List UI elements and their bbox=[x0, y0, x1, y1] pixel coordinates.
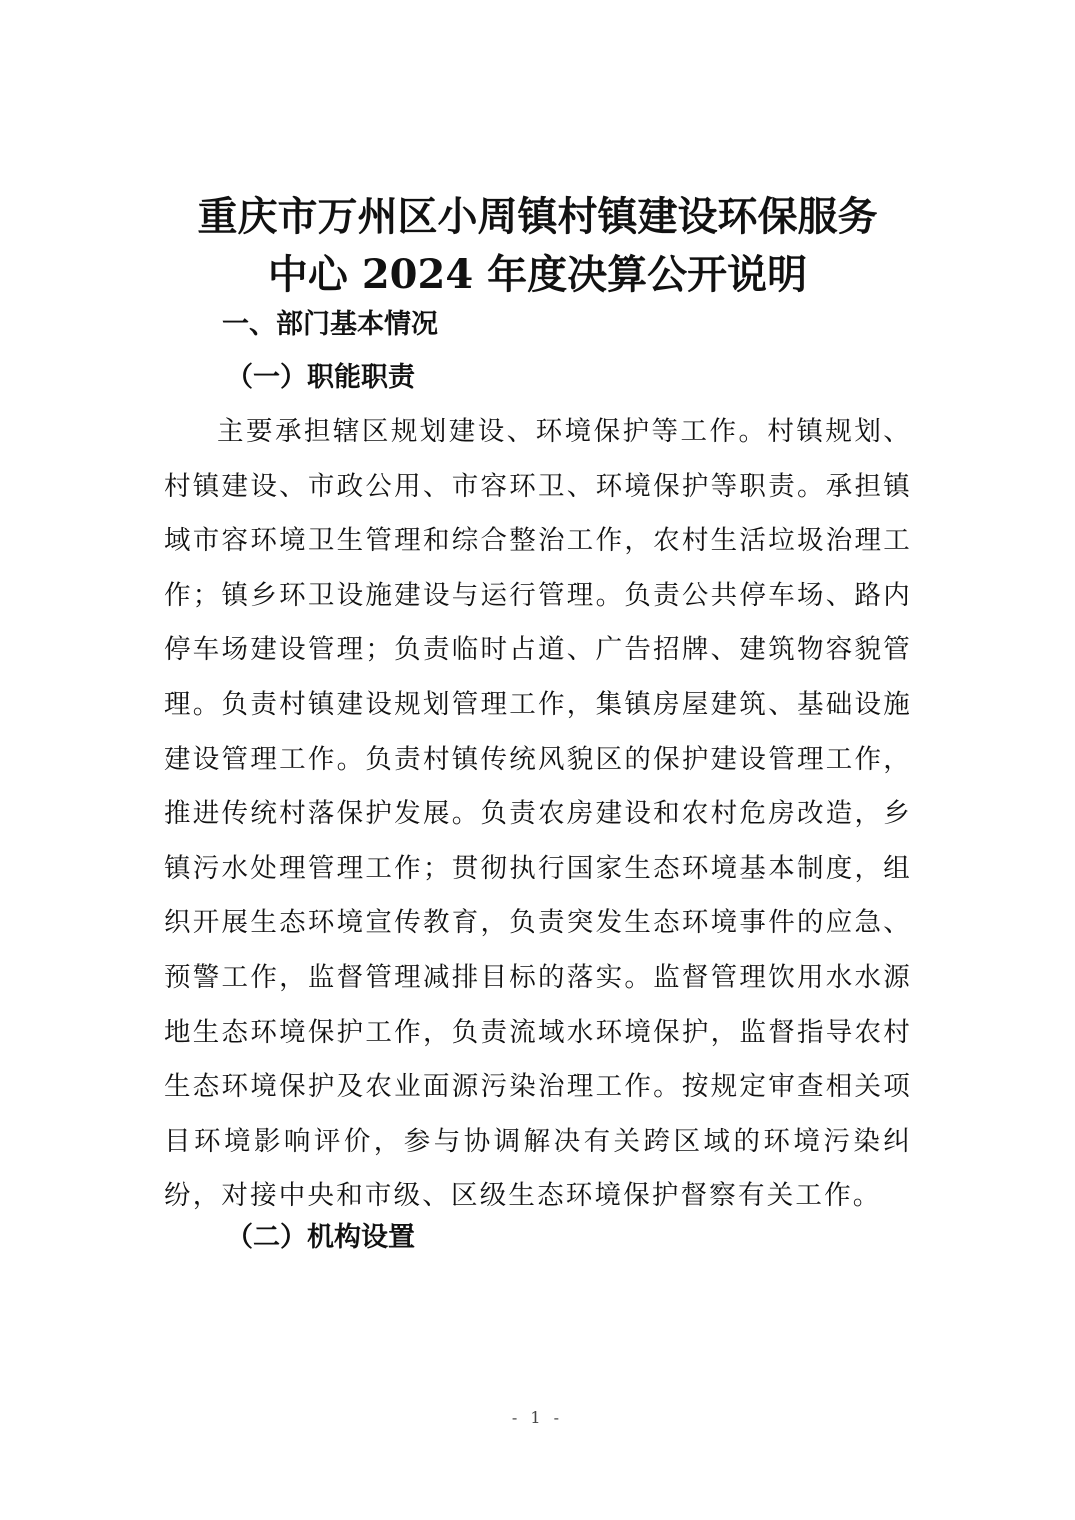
document-title-line-2: 中心 2024 年度决算公开说明 bbox=[267, 251, 808, 298]
page-number: - 1 - bbox=[511, 1408, 564, 1427]
subsection-heading-organization: （二）机构设置 bbox=[226, 1222, 415, 1253]
section-heading-basic-info: 一、部门基本情况 bbox=[222, 309, 438, 340]
document-title-line-1: 重庆市万州区小周镇村镇建设环保服务 bbox=[197, 193, 878, 240]
duties-paragraph: 主要承担辖区规划建设、环境保护等工作。村镇规划、村镇建设、市政公用、市容环卫、环境保护等职责。承担镇域市容环境卫生管理和综合整治工作，农村生活垃圾治理工作；镇乡环卫设施建设与运行管理。负责公共停车场、路内停车场建设管理；负责临时占道、广告招牌、建筑物容貌管理。负责村镇建设规划管理工作，集镇房屋建筑、基础设施建设管理工作。负责村镇传统风貌区的保护建设管理工作，推进传统村落保护发展。负责农房建设和农村危房改造，乡镇污水处理管理工作；贯彻执行国家生态环境基本制度，组织开展生态环境宣传教育，负责突发生态环境事件的应急、预警工作，监督管理减排目标的落实。监督管理饮用水水源地生态环境保护工作，负责流域水环境保护，监督指导农村生态环境保护及农业面源污染治理工作。按规定审查相关项目环境影响评价，参与协调解决有关跨区域的环境污染纠纷，对接中央和市级、区级生态环境保护督察有关工作。 bbox=[164, 416, 912, 1212]
subsection-heading-duties: （一）职能职责 bbox=[226, 362, 415, 393]
document-title bbox=[0, 188, 1075, 304]
